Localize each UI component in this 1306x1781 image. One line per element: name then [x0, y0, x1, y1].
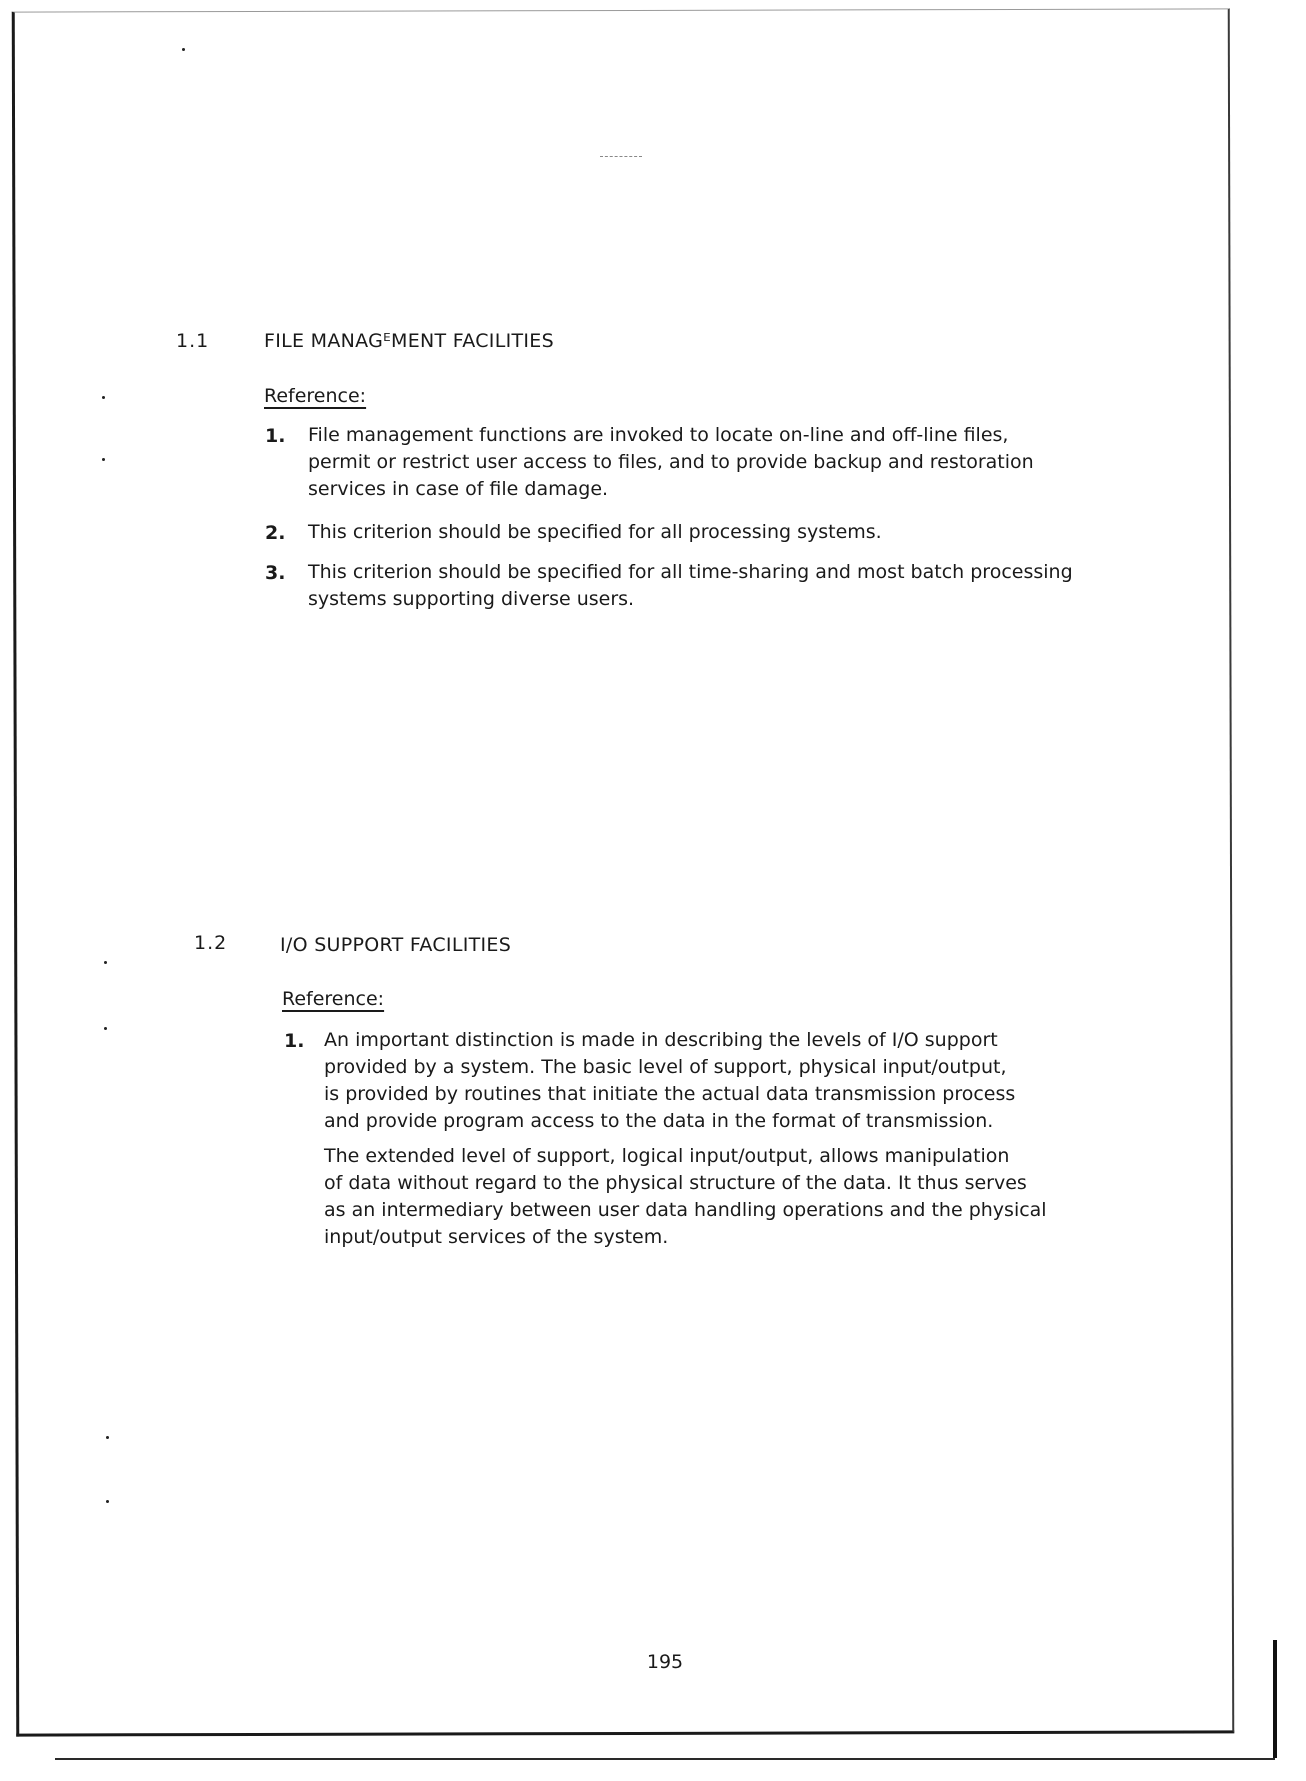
- scan-speck: [104, 961, 107, 964]
- text-line: This criterion should be specified for all time-sharing and most batch processing: [308, 561, 1073, 583]
- section-number: 1.1: [176, 330, 210, 352]
- text-line: provided by a system. The basic level of support, physical input/output,: [324, 1056, 1007, 1078]
- list-item-continuation: [324, 1143, 1047, 1251]
- reference-label: Reference:: [264, 385, 367, 407]
- reference-label: Reference:: [282, 988, 385, 1010]
- scan-speck: [106, 1500, 109, 1503]
- list-item-number: 1.: [265, 425, 286, 447]
- text-line: and provide program access to the data in the format of transmission.: [324, 1110, 994, 1132]
- list-item-number: 3.: [265, 562, 286, 584]
- scan-mark: [600, 156, 642, 157]
- text-line: An important distinction is made in describing the levels of I/O support: [324, 1029, 998, 1051]
- section-number: 1.2: [194, 932, 228, 954]
- text-line: is provided by routines that initiate the actual data transmission process: [324, 1083, 1016, 1105]
- scan-speck: [102, 458, 105, 461]
- list-item-number: 1.: [284, 1030, 305, 1052]
- section-title: FILE MANAGᴱMENT FACILITIES: [264, 330, 554, 352]
- scan-speck: [104, 1027, 107, 1030]
- page-edge-bottom: [55, 1758, 1275, 1760]
- text-line: services in case of file damage.: [308, 478, 609, 500]
- text-line: of data without regard to the physical structure of the data. It thus serves: [324, 1172, 1027, 1194]
- text-line: This criterion should be specified for all processing systems.: [308, 521, 882, 543]
- list-item-text: [308, 559, 1073, 613]
- section-title: I/O SUPPORT FACILITIES: [280, 934, 512, 956]
- list-item-text: [308, 422, 1034, 503]
- page-number: 195: [646, 1651, 684, 1673]
- text-line: as an intermediary between user data handling operations and the physical: [324, 1199, 1047, 1221]
- page-border: [12, 8, 1235, 1736]
- list-item-number: 2.: [265, 522, 286, 544]
- list-item-text: [324, 1027, 1015, 1135]
- list-item-text: [308, 519, 882, 546]
- page-edge-right: [1273, 1640, 1277, 1758]
- text-line: input/output services of the system.: [324, 1226, 669, 1248]
- text-line: permit or restrict user access to files, and to provide backup and restoration: [308, 451, 1034, 473]
- text-line: systems supporting diverse users.: [308, 588, 635, 610]
- text-line: The extended level of support, logical input/output, allows manipulation: [324, 1145, 1010, 1167]
- scan-speck: [182, 48, 185, 51]
- scan-speck: [106, 1436, 109, 1439]
- scan-speck: [102, 396, 105, 399]
- text-line: File management functions are invoked to locate on-line and off-line files,: [308, 424, 1009, 446]
